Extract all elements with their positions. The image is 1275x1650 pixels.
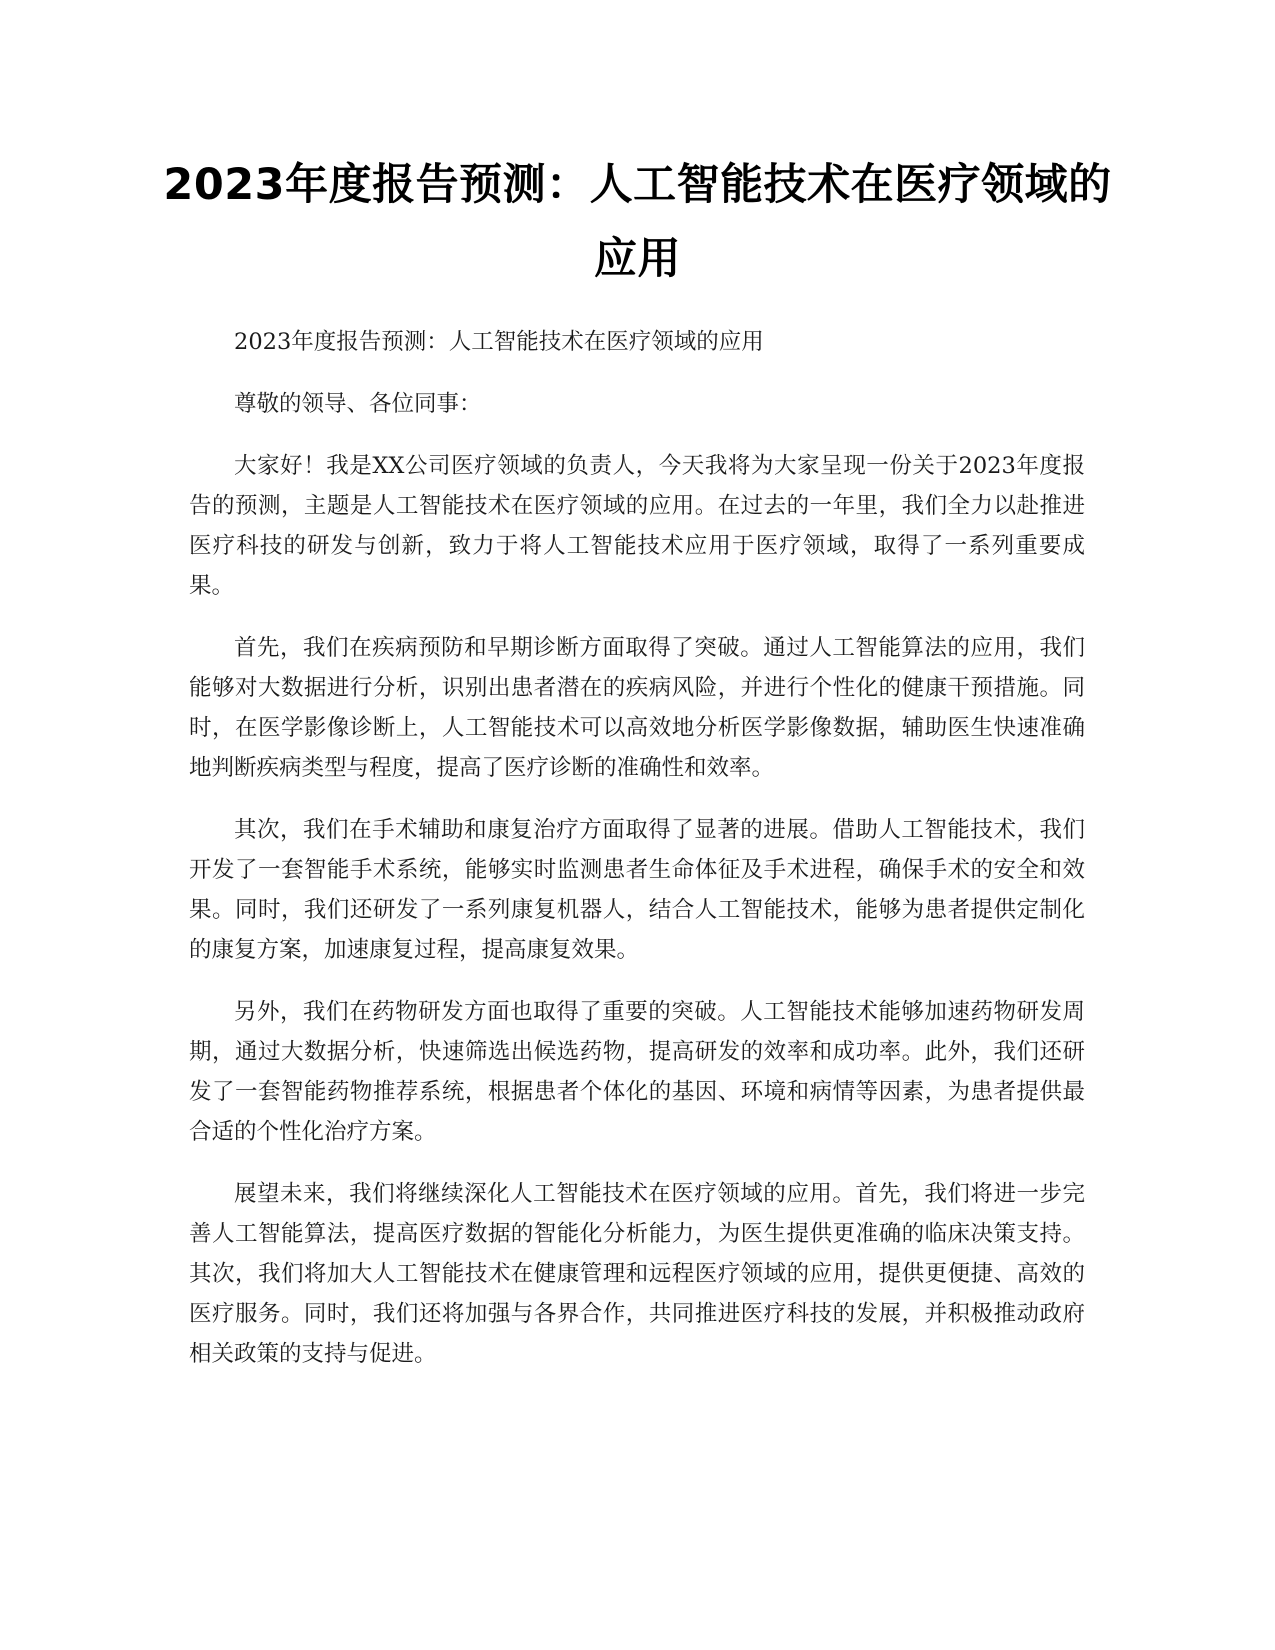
paragraph-surgery-rehab: 其次，我们在手术辅助和康复治疗方面取得了显著的进展。借助人工智能技术，我们开发了一套智能手术系统，能够实时监测患者生命体征及手术进程，确保手术的安全和效果。同时，我们还研发了一系列康复机器人，结合人工智能技术，能够为患者提供定制化的康复方案，加速康复过程，提高康复效果。 <box>189 817 1085 963</box>
document-title: 2023年度报告预测：人工智能技术在医疗领域的应用 <box>163 160 1112 284</box>
paragraph-drug-research: 另外，我们在药物研发方面也取得了重要的突破。人工智能技术能够加速药物研发周期，通过大数据分析，快速筛选出候选药物，提高研发的效率和成功率。此外，我们还研发了一套智能药物推荐系统，根据患者个体化的基因、环境和病情等因素，为患者提供最合适的个性化治疗方案。 <box>189 999 1085 1145</box>
paragraph-salutation: 尊敬的领导、各位同事： <box>234 391 482 417</box>
paragraph-diagnosis: 首先，我们在疾病预防和早期诊断方面取得了突破。通过人工智能算法的应用，我们能够对大数据进行分析，识别出患者潜在的疾病风险，并进行个性化的健康干预措施。同时，在医学影像诊断上，人工智能技术可以高效地分析医学影像数据，辅助医生快速准确地判断疾病类型与程度，提高了医疗诊断的准确性和效率。 <box>189 635 1085 781</box>
paragraph-subtitle: 2023年度报告预测：人工智能技术在医疗领域的应用 <box>234 329 764 355</box>
paragraph-introduction: 大家好！我是XX公司医疗领域的负责人，今天我将为大家呈现一份关于2023年度报告的预测，主题是人工智能技术在医疗领域的应用。在过去的一年里，我们全力以赴推进医疗科技的研发与创新，致力于将人工智能技术应用于医疗领域，取得了一系列重要成果。 <box>189 453 1085 599</box>
document-body <box>189 322 1085 1396</box>
paragraph-outlook: 展望未来，我们将继续深化人工智能技术在医疗领域的应用。首先，我们将进一步完善人工智能算法，提高医疗数据的智能化分析能力，为医生提供更准确的临床决策支持。其次，我们将加大人工智能技术在健康管理和远程医疗领域的应用，提供更便捷、高效的医疗服务。同时，我们还将加强与各界合作，共同推进医疗科技的发展，并积极推动政府相关政策的支持与促进。 <box>189 1181 1085 1367</box>
